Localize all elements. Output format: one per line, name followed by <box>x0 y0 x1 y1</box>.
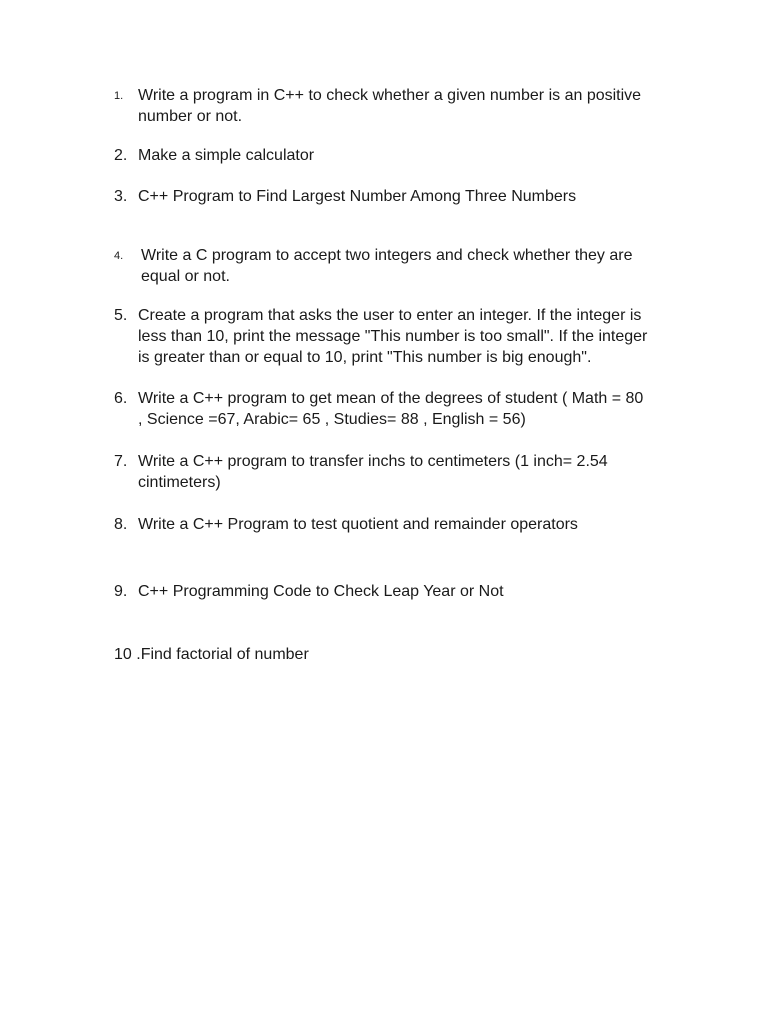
list-item <box>114 145 694 166</box>
list-item-number: 6. <box>114 390 128 407</box>
list-item-text: Write a C++ program to get mean of the degrees of student ( Math = 80 , Science =67, Arabic= 65 , Studies= 88 , English = 56) <box>138 390 644 428</box>
list-item-number: 8. <box>114 516 128 533</box>
list-item-text: Make a simple calculator <box>138 147 315 164</box>
list-item <box>114 644 694 665</box>
list-item-number: 7. <box>114 453 128 470</box>
list-item-text: C++ Program to Find Largest Number Among Three Numbers <box>138 188 577 205</box>
list-item-number: 9. <box>114 583 128 600</box>
list-item-text: Write a C++ program to transfer inchs to centimeters (1 inch= 2.54 cintimeters) <box>138 453 608 491</box>
list-item <box>114 388 694 430</box>
list-item <box>114 581 694 602</box>
list-item-text: Create a program that asks the user to enter an integer. If the integer is less than 10, print the message "This number is too small". If the integer is greater than or equal to 10, print "This number is big enough". <box>138 307 648 366</box>
list-item-number: 5. <box>114 307 128 324</box>
list-item <box>114 85 694 127</box>
list-item <box>114 451 694 493</box>
list-item-number: 2. <box>114 147 128 164</box>
list-item-number: 3. <box>114 188 128 205</box>
list-item <box>114 514 694 535</box>
list-item-text: Write a C program to accept two integers and check whether they are equal or not. <box>141 247 633 285</box>
list-item-text: Write a C++ Program to test quotient and remainder operators <box>138 516 578 533</box>
list-item-text: 10 .Find factorial of number <box>114 646 309 663</box>
list-item <box>114 245 694 287</box>
list-item-number: 4. <box>114 250 124 262</box>
list-item-text: Write a program in C++ to check whether a given number is an positive number or not. <box>138 87 642 125</box>
list-item <box>114 186 694 207</box>
list-item-number: 1. <box>114 90 124 102</box>
list-item-text: C++ Programming Code to Check Leap Year or Not <box>138 583 504 600</box>
list-item <box>114 305 694 368</box>
